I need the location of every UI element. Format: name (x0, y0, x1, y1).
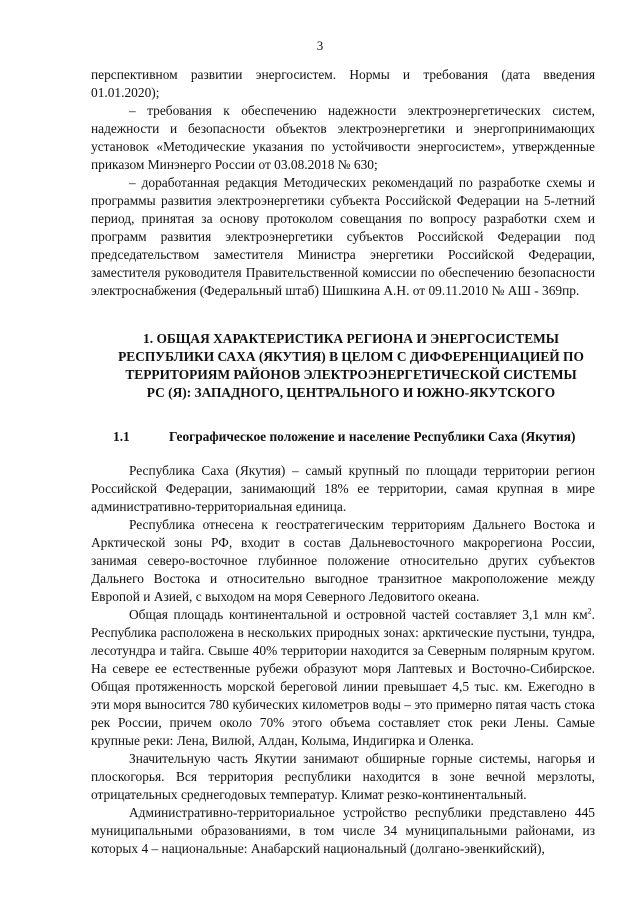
paragraph-requirements: – требования к обеспечению надежности электроэнергетических систем, надежности и безопасности объектов электроэнергетики и энергопринимающих установок «Методические указания по устойчивости энергосистем», утвержденные приказом Минэнерго России от 03.08.2018 № 630; (91, 103, 595, 172)
paragraph-methodical-recommendations: – доработанная редакция Методических рекомендаций по разработке схемы и программы развития электроэнергетики субъекта Российской Федерации на 5-летний период, принятая за основу протоколом совещания по вопросу разработки схем и программ развития электроэнергетики субъектов Российской Федерации под председательством заместителя Министра энергетики Российской Федерации, заместителя руководителя Правительственной комиссии по обеспечению безопасности электроснабжения (Федеральный штаб) Шишкина А.Н. от 09.11.2010 № АШ - 369пр. (91, 175, 595, 298)
area-superscript: 2 (587, 606, 592, 616)
area-text-start: Общая площадь континентальной и островной частей составляет 3,1 млн км (129, 607, 588, 622)
subsection-heading (91, 428, 595, 446)
paragraph-continuation: перспективном развитии энергосистем. Нормы и требования (дата введения 01.01.2020); (91, 67, 595, 100)
paragraph-region-size: Республика Саха (Якутия) – самый крупный по площади территории регион Российской Федерации, занимающий 18% ее территории, самая крупная в мире административно-территориальная единица. (91, 463, 595, 514)
paragraph-area (91, 606, 595, 750)
area-text-rest: . Республика расположена в нескольких природных зонах: арктические пустыни, тундра, лесотундра и тайга. Свыше 40% территории находится за Северным полярным кругом. На севере ее естественные рубежи образуют моря Лаптевых и Восточно-Сибирское. Общая протяженность морской береговой линии превышает 4,5 тыс. км. Ежегодно в эти моря выносится 780 кубических километров воды – это примерно пятая часть стока рек России, причем около 70% этого объема составляет сток реки Лены. Самые крупные реки: Лена, Вилюй, Алдан, Колыма, Индигирка и Оленка. (91, 607, 595, 748)
paragraph-geostrategic: Республика отнесена к геостратегическим территориям Дальнего Востока и Арктической зоны РФ, входит в состав Дальневосточного макрорегиона России, занимая северо-восточное глубинное положение относительно других субъектов Дальнего Востока и относительно выгодное транзитное макроположение между Европой и Азией, с выходом на моря Северного Ледовитого океана. (91, 517, 595, 604)
subsection-number: 1.1 (113, 429, 130, 444)
document-body (91, 66, 595, 858)
page-number: 3 (316, 38, 324, 53)
paragraph-administrative: Административно-территориальное устройство республики представлено 445 муниципальными образованиями, в том числе 34 муниципальными районами, из которых 4 – национальные: Анабарский национальный (долгано-эвенкийский), (91, 805, 595, 856)
subsection-title: Географическое положение и население Республики Саха (Якутия) (169, 429, 576, 444)
paragraph-relief: Значительную часть Якутии занимают обширные горные системы, нагорья и плоскогорья. Вся территория республики находится в зоне вечной мерзлоты, отрицательных среднегодовых температур. Климат резко-континентальный. (91, 751, 595, 802)
section-heading: 1. ОБЩАЯ ХАРАКТЕРИСТИКА РЕГИОНА И ЭНЕРГОСИСТЕМЫ РЕСПУБЛИКИ САХА (ЯКУТИЯ) В ЦЕЛОМ С ДИФФЕРЕНЦИАЦИЕЙ ПО ТЕРРИТОРИЯМ РАЙОНОВ ЭЛЕКТРОЭНЕРГЕТИЧЕСКОЙ СИСТЕМЫ РС (Я): ЗАПАДНОГО, ЦЕНТРАЛЬНОГО И ЮЖНО-ЯКУТСКОГО (118, 331, 584, 400)
